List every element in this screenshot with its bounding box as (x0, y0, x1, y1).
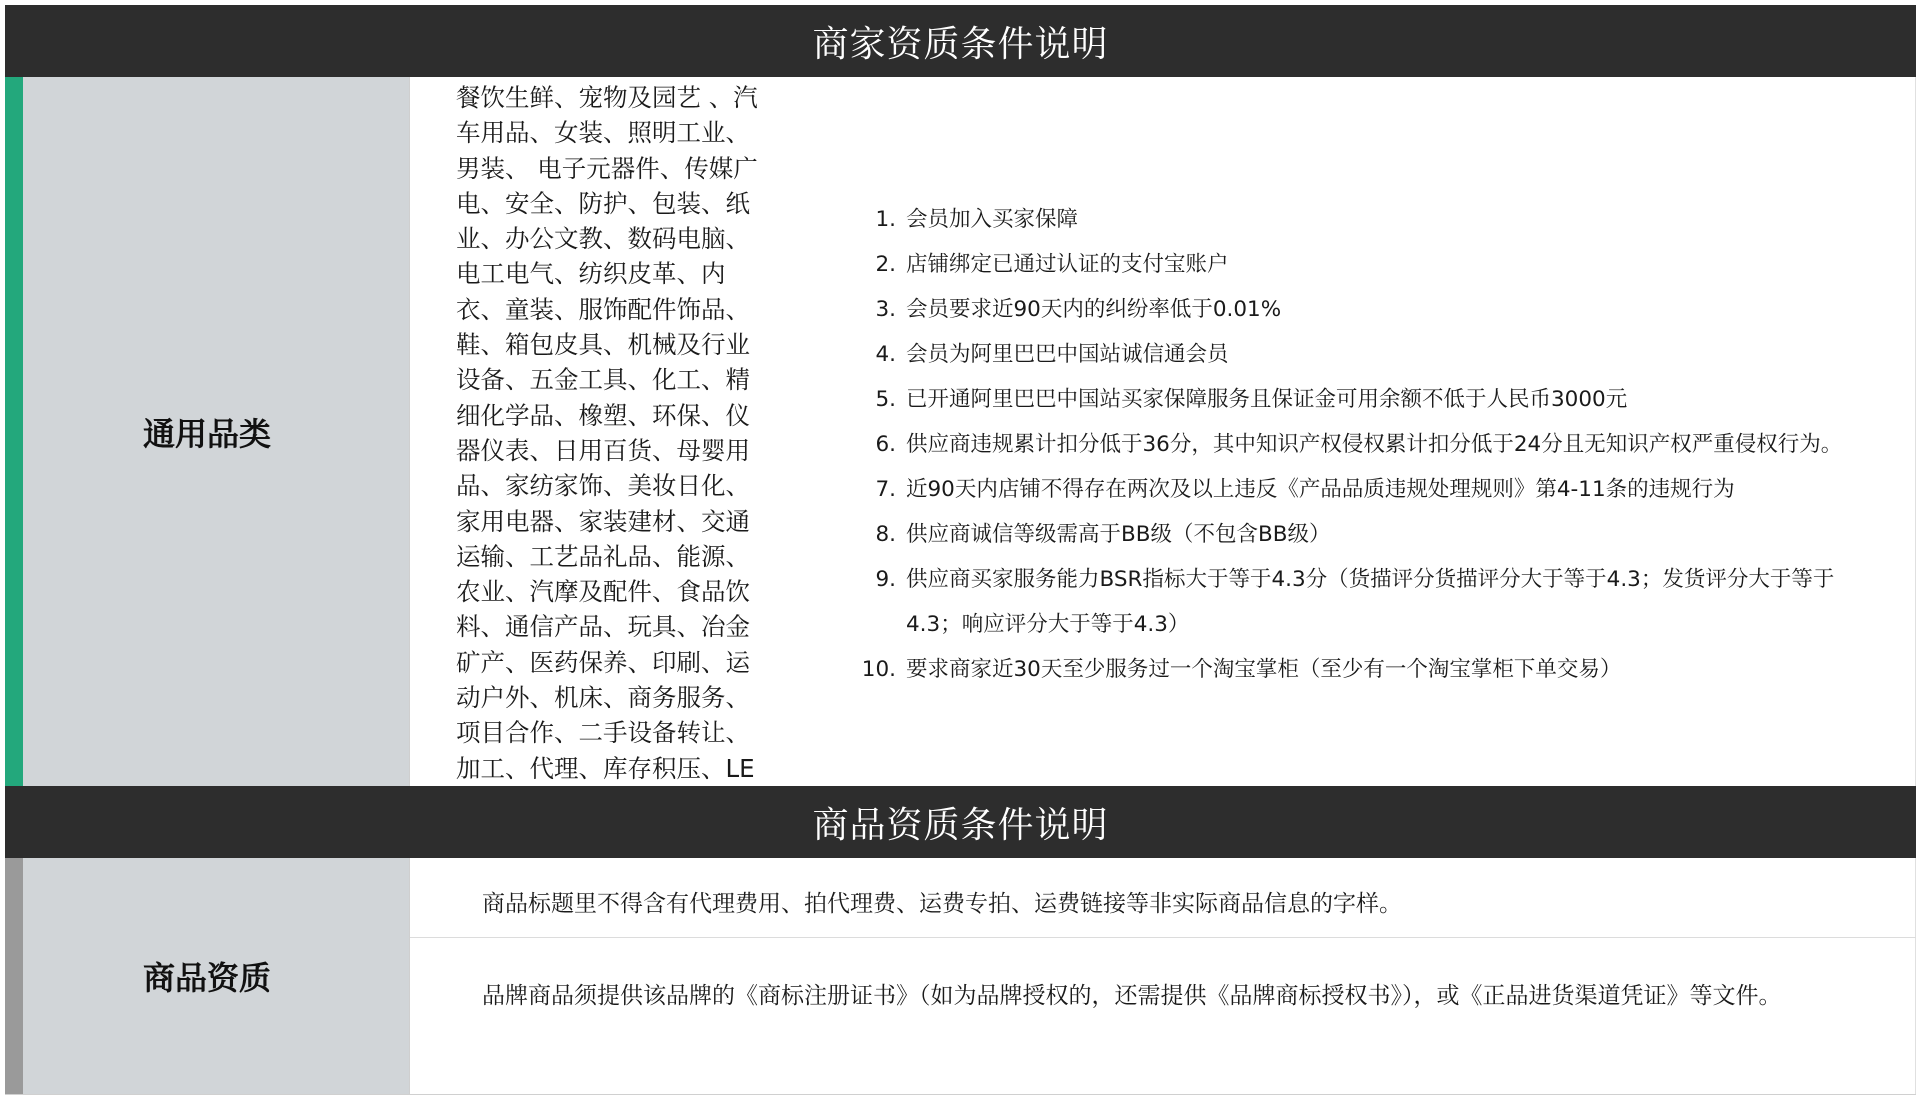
merchant-section-title: 商家资质条件说明 (5, 5, 1916, 77)
requirement-item (860, 332, 1890, 377)
requirements-list (860, 197, 1890, 692)
product-rule-title-text: 商品标题里不得含有代理费用、拍代理费、运费专拍、运费链接等非实际商品信息的字样。 (482, 891, 1402, 917)
requirement-item (860, 287, 1890, 332)
product-qualification-label-cell (5, 858, 409, 1094)
requirement-number: 5. (875, 387, 896, 412)
general-category-label: 通用品类 (142, 414, 271, 453)
requirement-text: 近90天内店铺不得存在两次及以上违反《产品品质违规处理规则》第4-11条的违规行为 (906, 477, 1735, 502)
requirement-number: 4. (875, 342, 896, 367)
requirement-item (860, 647, 1890, 692)
requirement-text: 要求商家近30天至少服务过一个淘宝掌柜（至少有一个淘宝掌柜下单交易） (906, 657, 1622, 682)
requirement-number: 6. (875, 432, 896, 457)
table-bottom-border (5, 1094, 1916, 1095)
requirement-number: 10. (861, 657, 896, 682)
product-qualification-label: 商品资质 (142, 959, 271, 997)
requirement-item (860, 377, 1890, 422)
accent-stripe (5, 858, 23, 1094)
accent-stripe (5, 77, 23, 786)
requirement-number: 3. (875, 297, 896, 322)
product-rule-brand-text: 品牌商品须提供该品牌的《商标注册证书》（如为品牌授权的，还需提供《品牌商标授权书》），或《正品进货渠道凭证》等文件。 (482, 983, 1782, 1009)
requirement-text: 供应商诚信等级需高于BB级（不包含BB级） (906, 522, 1331, 547)
requirement-item (860, 197, 1890, 242)
requirement-text: 供应商买家服务能力BSR指标大于等于4.3分（货描评分货描评分大于等于4.3；发货评分大于等于4.3；响应评分大于等于4.3） (906, 567, 1835, 637)
product-rule-row (410, 858, 1916, 938)
product-rule-row (410, 939, 1916, 1095)
requirement-number: 7. (875, 477, 896, 502)
requirement-item (860, 557, 1890, 647)
requirement-number: 2. (875, 252, 896, 277)
requirement-text: 会员要求近90天内的纠纷率低于0.01% (906, 297, 1282, 322)
requirement-number: 9. (875, 567, 896, 592)
requirement-text: 会员为阿里巴巴中国站诚信通会员 (906, 342, 1229, 367)
general-category-label-cell (5, 77, 409, 786)
requirement-item (860, 512, 1890, 557)
requirement-item (860, 467, 1890, 512)
requirement-number: 1. (875, 207, 896, 232)
category-list: 餐饮生鲜、宠物及园艺 、汽车用品、女装、照明工业、男装、 电子元器件、传媒广电、安全、防护、包装、纸业、办公文教、数码电脑、电工电气、纺织皮革、内衣、童装、服饰配件饰品、鞋、箱包皮具、机械及行业设备、五金工具、化工、精细化学品、橡塑、环保、仪器仪表、日用百货、母婴用品、家纺家饰、美妆日化、家用电器、家装建材、交通运输、工艺品礼品、能源、农业、汽摩及配件、食品饮料、通信产品、玩具、冶金矿产、医药保养、印刷、运动户外、机床、商务服务、项目合作、二手设备转让、加工、代理、库存积压、LE (456, 83, 758, 783)
requirement-item (860, 422, 1890, 467)
requirement-text: 会员加入买家保障 (906, 207, 1079, 232)
requirement-text: 供应商违规累计扣分低于36分，其中知识产权侵权累计扣分低于24分且无知识产权严重侵权行为。 (906, 432, 1843, 457)
requirement-text: 店铺绑定已通过认证的支付宝账户 (906, 252, 1229, 277)
column-divider (409, 77, 410, 786)
requirement-text: 已开通阿里巴巴中国站买家保障服务且保证金可用余额不低于人民币3000元 (906, 387, 1628, 412)
product-section-title: 商品资质条件说明 (5, 786, 1916, 858)
requirement-number: 8. (875, 522, 896, 547)
requirement-item (860, 242, 1890, 287)
